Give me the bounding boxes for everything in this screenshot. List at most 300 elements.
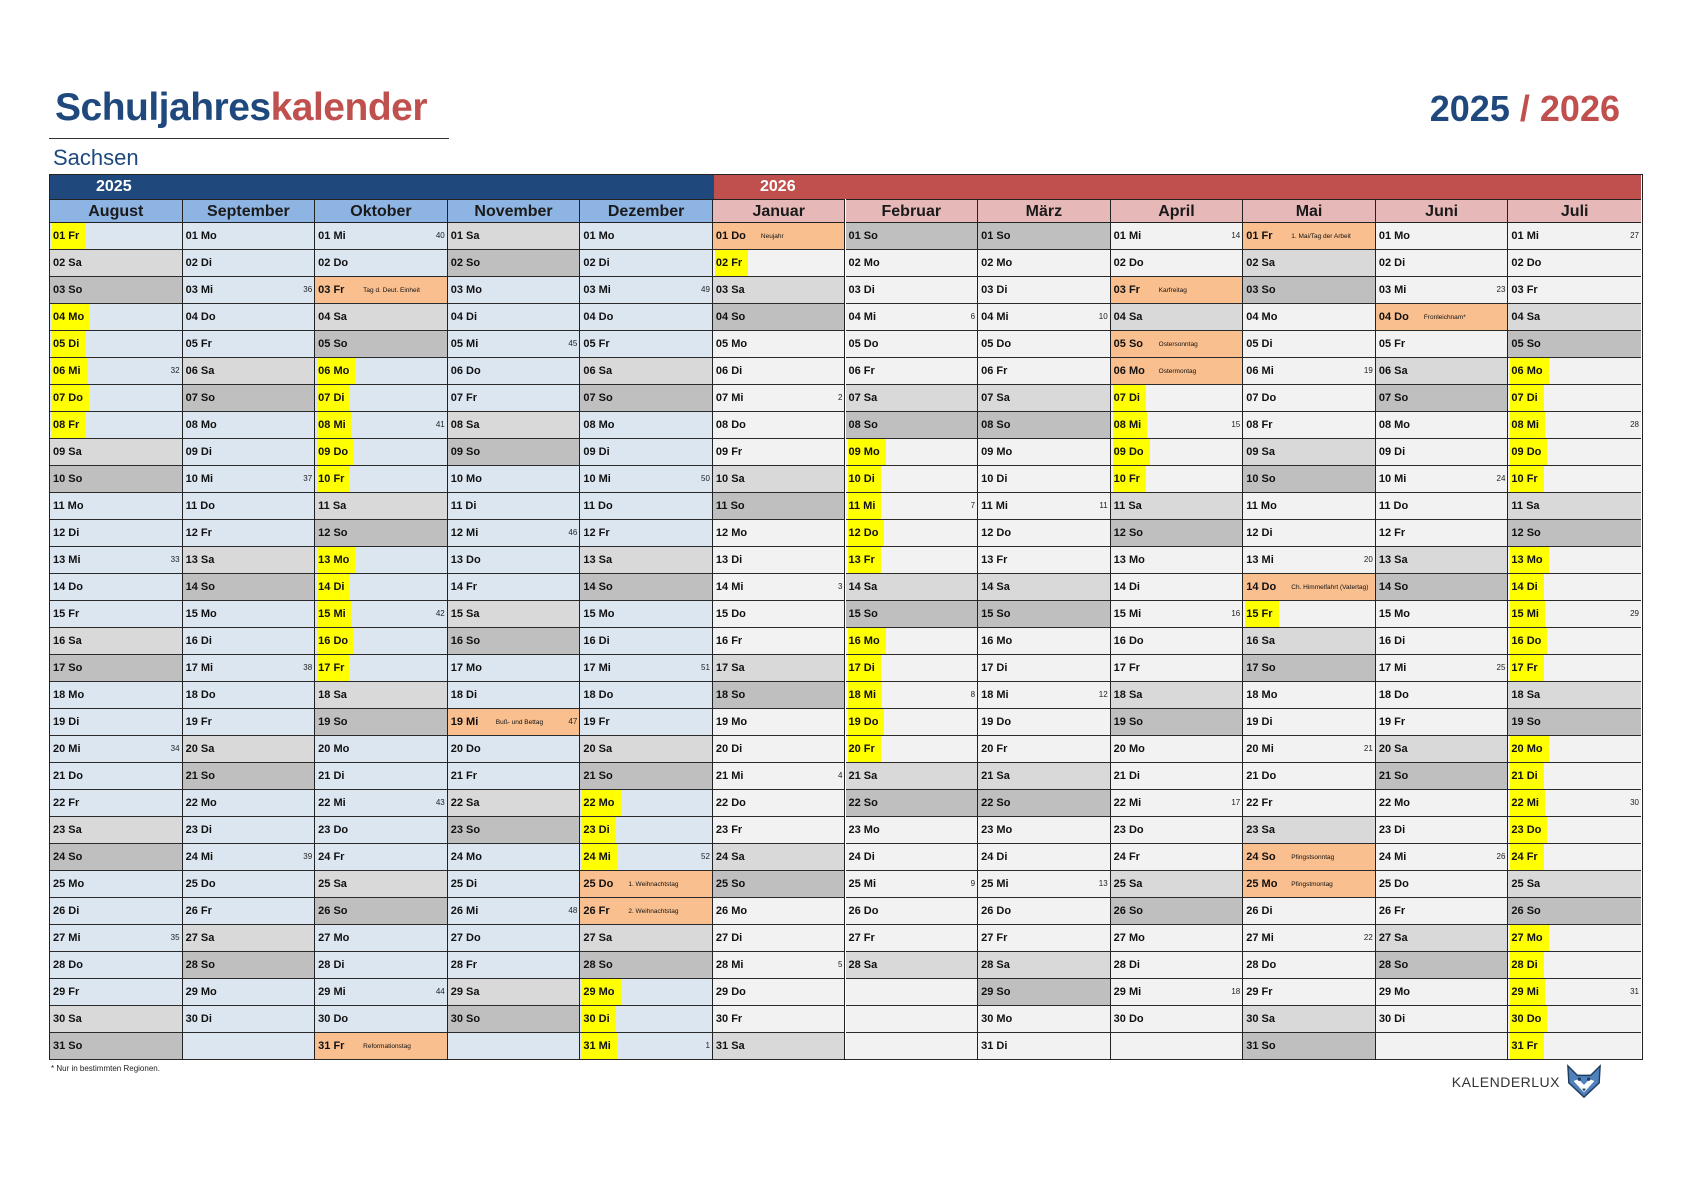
day-cell bbox=[580, 277, 712, 304]
holiday-label: Pfingstmontag bbox=[1291, 880, 1333, 888]
day-label: 09 Mo bbox=[981, 446, 1013, 458]
day-label: 26 Mi bbox=[450, 905, 479, 917]
day-cell bbox=[183, 601, 315, 628]
day-cell bbox=[978, 493, 1110, 520]
week-number: 51 bbox=[701, 663, 710, 672]
year-bar-2026 bbox=[714, 175, 1641, 199]
day-cell bbox=[1243, 250, 1375, 277]
day-cell bbox=[315, 439, 447, 466]
day-label: 29 Sa bbox=[450, 986, 480, 998]
day-label: 25 Sa bbox=[1511, 878, 1541, 890]
month-header: Februar bbox=[846, 199, 978, 223]
day-label: 02 Mo bbox=[981, 257, 1013, 269]
day-cell bbox=[315, 358, 447, 385]
day-cell bbox=[183, 979, 315, 1006]
day-label: 30 Di bbox=[185, 1013, 212, 1025]
day-cell bbox=[1508, 844, 1641, 871]
week-number: 29 bbox=[1630, 609, 1639, 618]
day-cell bbox=[1508, 574, 1641, 601]
day-cell bbox=[315, 682, 447, 709]
day-cell bbox=[978, 466, 1110, 493]
day-label: 23 Do bbox=[1113, 824, 1144, 836]
week-number: 36 bbox=[303, 285, 313, 294]
day-cell bbox=[1376, 628, 1508, 655]
day-label: 23 Di bbox=[1378, 824, 1406, 836]
day-cell bbox=[580, 574, 712, 601]
day-label: 18 Mo bbox=[53, 689, 85, 701]
day-cell bbox=[1376, 385, 1508, 412]
day-label: 24 Mi bbox=[582, 844, 617, 870]
day-cell bbox=[978, 1033, 1110, 1060]
week-number: 43 bbox=[435, 798, 445, 807]
day-cell bbox=[448, 790, 580, 817]
day-cell bbox=[713, 331, 845, 358]
day-label: 02 Do bbox=[1511, 257, 1542, 269]
day-cell bbox=[580, 709, 712, 736]
day-cell bbox=[978, 628, 1110, 655]
day-cell-empty bbox=[448, 1033, 580, 1060]
day-cell bbox=[315, 493, 447, 520]
day-cell bbox=[1508, 277, 1641, 304]
day-cell bbox=[1508, 763, 1641, 790]
day-cell bbox=[1376, 952, 1508, 979]
day-label: 10 Di bbox=[848, 466, 881, 492]
day-label: 02 Di bbox=[1378, 257, 1406, 269]
day-label: 09 Do bbox=[1113, 439, 1150, 465]
month-header: Januar bbox=[713, 199, 845, 223]
day-cell bbox=[713, 520, 845, 547]
day-label: 14 Fr bbox=[450, 581, 478, 593]
day-label: 21 Do bbox=[1246, 770, 1277, 782]
day-label: 11 So bbox=[715, 500, 745, 512]
day-label: 26 Fr bbox=[1378, 905, 1406, 917]
day-label: 20 Do bbox=[450, 743, 481, 755]
day-cell bbox=[1111, 871, 1243, 898]
day-label: 09 So bbox=[450, 446, 481, 458]
day-cell bbox=[580, 979, 712, 1006]
day-label: 10 Di bbox=[981, 473, 1008, 485]
day-label: 07 So bbox=[583, 392, 613, 404]
day-label: 01 Mi bbox=[1113, 230, 1142, 242]
day-cell bbox=[846, 628, 978, 655]
day-cell bbox=[50, 1033, 182, 1060]
day-cell bbox=[315, 763, 447, 790]
day-label: 24 Di bbox=[848, 851, 875, 863]
day-label: 13 Sa bbox=[583, 554, 613, 566]
day-label: 12 Do bbox=[848, 520, 885, 546]
year-separator: / bbox=[1519, 88, 1530, 129]
day-label: 23 Do bbox=[1510, 817, 1547, 843]
week-number: 38 bbox=[303, 663, 313, 672]
day-label: 17 Fr bbox=[1113, 662, 1140, 674]
week-number: 32 bbox=[170, 366, 180, 375]
day-label: 11 Mo bbox=[1246, 500, 1277, 512]
day-cell bbox=[448, 763, 580, 790]
week-number: 37 bbox=[303, 474, 313, 483]
day-label: 06 Do bbox=[450, 365, 481, 377]
day-cell bbox=[580, 493, 712, 520]
day-cell bbox=[1111, 466, 1243, 493]
week-number: 25 bbox=[1496, 663, 1506, 672]
day-label: 16 Di bbox=[1378, 635, 1406, 647]
day-cell bbox=[1243, 547, 1375, 574]
month-column-0 bbox=[50, 199, 183, 1059]
day-label: 12 So bbox=[1511, 527, 1541, 539]
day-cell bbox=[315, 547, 447, 574]
day-cell bbox=[183, 385, 315, 412]
day-label: 10 Fr bbox=[1510, 466, 1543, 492]
day-label: 19 Di bbox=[53, 716, 80, 728]
day-cell bbox=[1376, 304, 1508, 331]
month-column-6 bbox=[846, 199, 979, 1059]
day-label: 18 Do bbox=[185, 689, 216, 701]
day-label: 01 Mo bbox=[1378, 230, 1411, 242]
day-label: 28 So bbox=[1378, 959, 1409, 971]
day-cell bbox=[1376, 493, 1508, 520]
day-label: 21 Sa bbox=[981, 770, 1010, 782]
week-number: 7 bbox=[970, 501, 976, 510]
day-cell bbox=[713, 304, 845, 331]
day-cell bbox=[183, 574, 315, 601]
day-cell bbox=[1376, 223, 1508, 250]
day-label: 10 Mi bbox=[583, 473, 611, 485]
day-label: 28 So bbox=[185, 959, 215, 971]
day-label: 15 So bbox=[848, 608, 878, 620]
day-label: 07 Fr bbox=[450, 392, 478, 404]
day-label: 27 Di bbox=[715, 932, 743, 944]
day-label: 31 Di bbox=[981, 1040, 1008, 1052]
day-label: 28 Do bbox=[1246, 959, 1277, 971]
day-label: 28 Sa bbox=[981, 959, 1010, 971]
day-label: 04 Sa bbox=[318, 311, 347, 323]
day-label: 18 Mi bbox=[981, 689, 1009, 701]
day-label: 27 Do bbox=[450, 932, 481, 944]
day-label: 14 Sa bbox=[981, 581, 1010, 593]
day-cell bbox=[713, 412, 845, 439]
day-cell bbox=[713, 493, 845, 520]
day-label: 06 Mi bbox=[52, 358, 87, 384]
day-cell bbox=[1508, 250, 1641, 277]
day-cell bbox=[183, 871, 315, 898]
day-label: 17 So bbox=[1246, 662, 1276, 674]
day-cell bbox=[978, 709, 1110, 736]
day-label: 13 Sa bbox=[185, 554, 215, 566]
holiday-label: Karfreitag bbox=[1158, 286, 1187, 294]
day-label: 21 Fr bbox=[450, 770, 478, 782]
day-label: 23 Sa bbox=[53, 824, 82, 836]
day-cell bbox=[713, 1033, 845, 1060]
day-label: 23 Di bbox=[582, 817, 615, 843]
day-label: 19 Mi bbox=[450, 716, 479, 728]
day-cell bbox=[580, 925, 712, 952]
day-label: 24 So bbox=[53, 851, 83, 863]
day-cell bbox=[315, 790, 447, 817]
day-cell bbox=[978, 277, 1110, 304]
day-cell bbox=[1508, 385, 1641, 412]
day-cell bbox=[183, 844, 315, 871]
day-cell bbox=[183, 898, 315, 925]
day-cell bbox=[315, 385, 447, 412]
month-column-9 bbox=[1243, 199, 1376, 1059]
week-number: 24 bbox=[1496, 474, 1506, 483]
day-cell bbox=[50, 817, 182, 844]
day-label: 17 Sa bbox=[715, 662, 745, 674]
day-label: 04 Sa bbox=[1113, 311, 1143, 323]
week-number: 2 bbox=[838, 393, 843, 402]
day-label: 16 Mo bbox=[981, 635, 1013, 647]
day-cell bbox=[846, 871, 978, 898]
day-cell bbox=[183, 466, 315, 493]
day-cell bbox=[1243, 952, 1375, 979]
day-label: 17 Mi bbox=[583, 662, 611, 674]
day-cell bbox=[1243, 439, 1375, 466]
day-cell bbox=[448, 547, 580, 574]
day-cell bbox=[1243, 601, 1375, 628]
day-cell bbox=[183, 439, 315, 466]
day-cell bbox=[1111, 682, 1243, 709]
day-cell bbox=[50, 331, 182, 358]
day-label: 30 Fr bbox=[715, 1013, 743, 1025]
day-label: 13 Mo bbox=[1510, 547, 1548, 573]
day-cell bbox=[1111, 385, 1243, 412]
day-cell bbox=[183, 790, 315, 817]
day-label: 26 Mo bbox=[715, 905, 748, 917]
day-label: 27 Sa bbox=[583, 932, 613, 944]
day-label: 04 Do bbox=[185, 311, 216, 323]
day-cell bbox=[713, 898, 845, 925]
day-cell bbox=[1508, 979, 1641, 1006]
day-cell bbox=[713, 682, 845, 709]
day-cell bbox=[1243, 574, 1375, 601]
day-cell bbox=[580, 223, 712, 250]
day-cell bbox=[1111, 925, 1243, 952]
day-label: 27 Mi bbox=[1246, 932, 1274, 944]
day-cell bbox=[183, 493, 315, 520]
day-cell bbox=[580, 358, 712, 385]
day-label: 13 Sa bbox=[1378, 554, 1408, 566]
day-label: 03 So bbox=[1246, 284, 1276, 296]
week-number: 22 bbox=[1363, 933, 1373, 942]
day-label: 24 So bbox=[1246, 851, 1276, 863]
day-cell bbox=[846, 385, 978, 412]
day-label: 11 Mi bbox=[981, 500, 1008, 512]
day-cell bbox=[183, 655, 315, 682]
day-cell bbox=[978, 385, 1110, 412]
day-label: 22 Mo bbox=[582, 790, 620, 816]
holiday-label: Reformationstag bbox=[363, 1042, 411, 1050]
day-cell bbox=[1111, 493, 1243, 520]
day-label: 06 Sa bbox=[185, 365, 215, 377]
day-cell bbox=[448, 304, 580, 331]
day-label: 30 Mo bbox=[981, 1013, 1013, 1025]
day-label: 04 Do bbox=[583, 311, 614, 323]
day-cell bbox=[978, 358, 1110, 385]
month-column-7 bbox=[978, 199, 1111, 1059]
day-label: 14 Di bbox=[317, 574, 350, 600]
day-label: 09 Do bbox=[317, 439, 354, 465]
day-cell bbox=[1508, 412, 1641, 439]
day-label: 31 Fr bbox=[318, 1040, 345, 1052]
day-cell bbox=[1376, 466, 1508, 493]
day-label: 02 So bbox=[450, 257, 481, 269]
day-label: 19 So bbox=[1113, 716, 1144, 728]
title-part-1: Schuljahres bbox=[55, 86, 271, 129]
day-label: 01 Mo bbox=[583, 230, 615, 242]
week-number: 10 bbox=[1098, 312, 1108, 321]
day-cell bbox=[580, 466, 712, 493]
day-cell bbox=[50, 466, 182, 493]
week-number: 31 bbox=[1630, 987, 1639, 996]
day-cell bbox=[1111, 655, 1243, 682]
day-cell bbox=[50, 763, 182, 790]
day-cell bbox=[315, 898, 447, 925]
week-number: 8 bbox=[970, 690, 976, 699]
year-bar-2025 bbox=[50, 175, 714, 199]
day-cell bbox=[713, 763, 845, 790]
day-label: 20 Fr bbox=[848, 736, 881, 762]
day-cell bbox=[50, 709, 182, 736]
week-number: 16 bbox=[1231, 609, 1241, 618]
day-cell bbox=[1111, 763, 1243, 790]
day-label: 06 Di bbox=[715, 365, 743, 377]
month-header: September bbox=[183, 199, 315, 223]
week-number: 52 bbox=[701, 852, 710, 861]
week-number: 41 bbox=[435, 420, 445, 429]
day-label: 30 Sa bbox=[53, 1013, 82, 1025]
day-label: 03 Mo bbox=[450, 284, 482, 296]
day-label: 13 Mi bbox=[1246, 554, 1274, 566]
day-label: 03 Di bbox=[981, 284, 1008, 296]
holiday-label: Buß- und Bettag bbox=[495, 718, 544, 726]
day-label: 14 Di bbox=[1510, 574, 1543, 600]
day-label: 07 So bbox=[1378, 392, 1409, 404]
day-cell bbox=[978, 520, 1110, 547]
day-label: 15 Mi bbox=[1510, 601, 1545, 627]
day-cell bbox=[1111, 790, 1243, 817]
day-cell bbox=[1111, 898, 1243, 925]
day-cell bbox=[1243, 520, 1375, 547]
day-cell bbox=[50, 790, 182, 817]
day-label: 17 Fr bbox=[317, 655, 350, 681]
week-number: 30 bbox=[1630, 798, 1639, 807]
day-cell-empty bbox=[1376, 1033, 1508, 1060]
day-label: 18 Sa bbox=[318, 689, 347, 701]
day-cell bbox=[183, 628, 315, 655]
day-cell bbox=[846, 277, 978, 304]
month-column-8 bbox=[1111, 199, 1244, 1059]
day-cell bbox=[846, 952, 978, 979]
day-label: 05 Di bbox=[52, 331, 85, 357]
day-cell bbox=[183, 250, 315, 277]
day-cell bbox=[315, 979, 447, 1006]
day-cell bbox=[1508, 655, 1641, 682]
day-cell bbox=[50, 520, 182, 547]
day-cell bbox=[1376, 844, 1508, 871]
month-header: April bbox=[1111, 199, 1243, 223]
day-label: 20 Mi bbox=[1246, 743, 1274, 755]
day-cell bbox=[50, 898, 182, 925]
day-label: 08 Do bbox=[715, 419, 746, 431]
day-cell bbox=[978, 331, 1110, 358]
day-label: 31 So bbox=[53, 1040, 83, 1052]
day-label: 24 Mo bbox=[450, 851, 482, 863]
day-cell bbox=[846, 925, 978, 952]
day-label: 08 Mi bbox=[1113, 412, 1148, 438]
day-label: 27 Fr bbox=[981, 932, 1008, 944]
region-label: Sachsen bbox=[53, 145, 139, 170]
day-cell bbox=[315, 520, 447, 547]
day-label: 07 Sa bbox=[848, 392, 878, 404]
day-label: 29 So bbox=[981, 986, 1011, 998]
day-cell bbox=[713, 574, 845, 601]
day-cell bbox=[713, 385, 845, 412]
day-label: 11 Sa bbox=[1113, 500, 1142, 512]
day-label: 19 So bbox=[1511, 716, 1541, 728]
day-label: 04 Do bbox=[1378, 311, 1409, 323]
day-label: 01 So bbox=[981, 230, 1011, 242]
day-cell bbox=[1376, 736, 1508, 763]
page-title bbox=[55, 86, 427, 130]
day-label: 04 So bbox=[715, 311, 746, 323]
day-cell bbox=[846, 520, 978, 547]
day-label: 31 Sa bbox=[715, 1040, 745, 1052]
day-cell bbox=[713, 439, 845, 466]
day-label: 18 Mi bbox=[848, 682, 883, 708]
day-cell bbox=[183, 925, 315, 952]
day-cell bbox=[448, 601, 580, 628]
day-label: 21 Sa bbox=[848, 770, 878, 782]
day-label: 16 Di bbox=[185, 635, 212, 647]
month-column-10 bbox=[1376, 199, 1509, 1059]
day-label: 16 Di bbox=[583, 635, 610, 647]
day-cell bbox=[1111, 817, 1243, 844]
day-cell bbox=[183, 547, 315, 574]
day-cell bbox=[1111, 331, 1243, 358]
day-cell bbox=[448, 520, 580, 547]
day-label: 19 Mo bbox=[715, 716, 748, 728]
day-cell bbox=[846, 601, 978, 628]
day-cell bbox=[580, 250, 712, 277]
day-cell bbox=[846, 898, 978, 925]
day-label: 28 So bbox=[583, 959, 613, 971]
day-cell bbox=[183, 682, 315, 709]
year-bar-label: 2026 bbox=[760, 178, 796, 195]
day-label: 02 Mo bbox=[848, 257, 880, 269]
week-number: 12 bbox=[1098, 690, 1108, 699]
day-cell bbox=[1243, 493, 1375, 520]
day-label: 12 So bbox=[318, 527, 348, 539]
year-start: 2025 bbox=[1429, 88, 1510, 129]
week-number: 46 bbox=[568, 528, 578, 537]
day-label: 21 Di bbox=[318, 770, 345, 782]
day-cell bbox=[1508, 223, 1641, 250]
day-label: 15 Fr bbox=[1245, 601, 1278, 627]
day-label: 07 Di bbox=[1113, 385, 1146, 411]
day-cell bbox=[1376, 817, 1508, 844]
day-cell bbox=[846, 439, 978, 466]
day-cell bbox=[846, 250, 978, 277]
day-cell bbox=[315, 304, 447, 331]
day-cell bbox=[50, 385, 182, 412]
day-cell bbox=[580, 763, 712, 790]
day-cell bbox=[1376, 601, 1508, 628]
day-label: 30 Do bbox=[1510, 1006, 1547, 1032]
day-cell bbox=[978, 871, 1110, 898]
day-cell bbox=[183, 331, 315, 358]
week-number: 50 bbox=[701, 474, 710, 483]
day-cell bbox=[315, 412, 447, 439]
day-label: 13 Fr bbox=[848, 547, 881, 573]
